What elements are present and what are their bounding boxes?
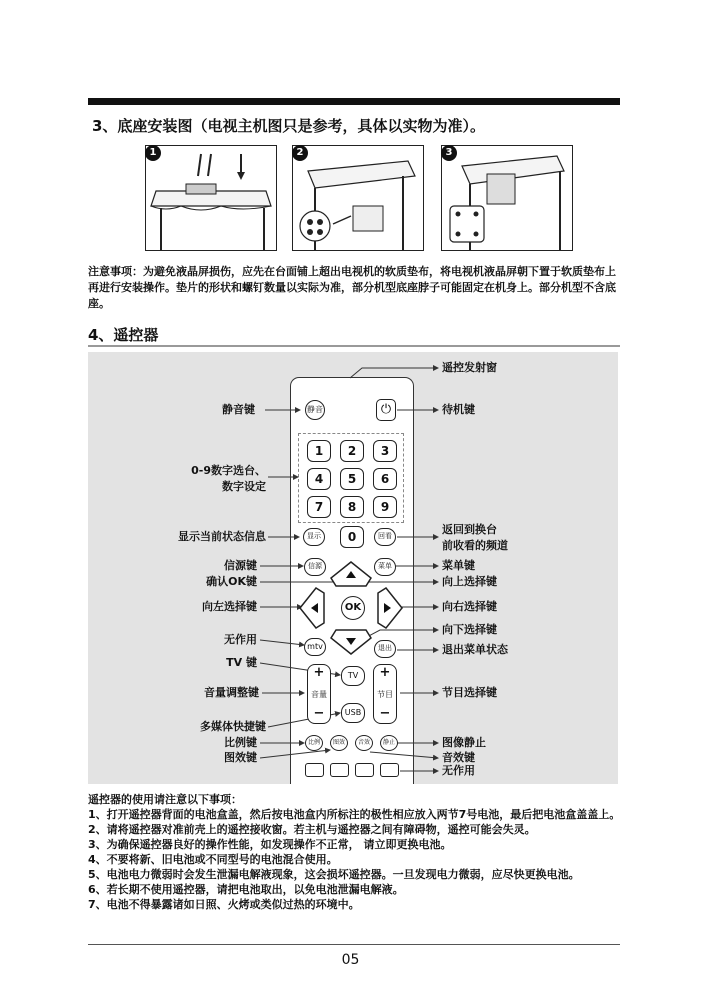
label-standby: 待机键: [442, 403, 475, 416]
power-icon[interactable]: ⏻: [376, 399, 396, 421]
volume-up-label: +: [313, 665, 325, 680]
install-note: 注意事项：为避免液晶屏损伤，应先在台面铺上超出电视机的软质垫布，将电视机液晶屏朝下置于软质垫布上再进行安装操作。垫片的形状和螺钉数量以实际为准，部分机型底座脖子可能固定在机身上。部分机型不含底座。: [88, 265, 616, 310]
label-volume: 音量调整键: [204, 686, 259, 699]
rule-item: 5、电池电力微弱时会发生泄漏电解液现象，这会损坏遥控器。一旦发现电力微弱，应尽快更换电池。: [88, 868, 580, 881]
usb-button[interactable]: USB: [341, 703, 365, 723]
label-unused-2: 无作用: [442, 764, 475, 777]
recall-button[interactable]: 回看: [374, 528, 396, 546]
ok-button[interactable]: OK: [341, 596, 365, 620]
digit-4-button[interactable]: 4: [307, 468, 331, 490]
rule-item: 4、不要将新、旧电池或不同型号的电池混合使用。: [88, 853, 338, 866]
label-menu: 菜单键: [442, 559, 475, 572]
label-source: 信源键: [224, 559, 257, 572]
mute-button[interactable]: 静音: [305, 400, 325, 420]
volume-rocker[interactable]: [307, 664, 331, 724]
channel-rocker[interactable]: [373, 664, 397, 724]
digit-1-button[interactable]: 1: [307, 440, 331, 462]
label-unused: 无作用: [224, 633, 257, 646]
digit-3-button[interactable]: 3: [373, 440, 397, 462]
label-ratio: 比例键: [224, 736, 257, 749]
remote-usage-notes: [88, 792, 628, 912]
exit-button[interactable]: 退出: [374, 640, 396, 658]
digit-6-button[interactable]: 6: [373, 468, 397, 490]
label-usb: 多媒体快捷键: [200, 720, 266, 733]
figure-number-2: 2: [292, 145, 308, 161]
ratio-button[interactable]: 比例: [305, 735, 323, 751]
rule-item: 1、打开遥控器背面的电池盒盖，然后按电池盒内所标注的极性相应放入两节7号电池，最后把电池盒盖盖上。: [88, 808, 621, 821]
label-exit: 退出菜单状态: [442, 643, 508, 656]
digit-8-button[interactable]: 8: [340, 496, 364, 518]
label-recall: 返回到换台 前收看的频道: [442, 523, 508, 552]
volume-down-label: −: [313, 706, 325, 721]
label-left: 向左选择键: [202, 600, 257, 613]
info-button[interactable]: 显示: [303, 528, 325, 546]
label-right: 向右选择键: [442, 600, 497, 613]
label-info: 显示当前状态信息: [178, 530, 266, 543]
label-mute: 静音键: [222, 403, 255, 416]
picture-button[interactable]: 图效: [330, 735, 348, 751]
digit-5-button[interactable]: 5: [340, 468, 364, 490]
tv-button[interactable]: TV: [341, 666, 365, 686]
page-number: 05: [341, 952, 360, 968]
label-digits: 0-9数字选台、 数字设定: [191, 464, 266, 493]
color-key-1[interactable]: [305, 763, 324, 777]
digit-9-button[interactable]: 9: [373, 496, 397, 518]
mtv-button[interactable]: mtv: [304, 638, 326, 656]
menu-button[interactable]: 菜单: [374, 558, 396, 576]
digit-0-button[interactable]: 0: [340, 526, 364, 548]
rule-item: 7、电池不得暴露诸如日照、火烤或类似过热的环境中。: [88, 898, 360, 911]
label-emitter: 遥控发射窗: [442, 361, 497, 374]
figure-number-1: 1: [145, 145, 161, 161]
figure-number-3: 3: [441, 145, 457, 161]
color-key-3[interactable]: [355, 763, 374, 777]
rule-item: 2、请将遥控器对准前壳上的遥控接收窗。若主机与遥控器之间有障碍物，遥控可能会失灵。: [88, 823, 536, 836]
section4-title: 4、遥控器: [88, 326, 159, 344]
label-tv: TV 键: [226, 656, 257, 669]
color-key-2[interactable]: [330, 763, 349, 777]
source-button[interactable]: 信源: [304, 558, 326, 576]
label-down: 向下选择键: [442, 623, 497, 636]
channel-label: 节目: [377, 690, 393, 699]
label-up: 向上选择键: [442, 575, 497, 588]
digit-7-button[interactable]: 7: [307, 496, 331, 518]
label-picture: 图效键: [224, 751, 257, 764]
section3-title: 3、底座安装图（电视主机图只是参考，具体以实物为准）。: [92, 117, 485, 135]
rule-item: 6、若长期不使用遥控器，请把电池取出，以免电池泄漏电解液。: [88, 883, 404, 896]
bottom-rule: [88, 944, 620, 945]
sound-button[interactable]: 音效: [355, 735, 373, 751]
label-channel: 节目选择键: [442, 686, 497, 699]
digit-2-button[interactable]: 2: [340, 440, 364, 462]
label-sound: 音效键: [442, 751, 475, 764]
label-ok: 确认OK键: [206, 575, 257, 588]
freeze-button[interactable]: 静止: [380, 735, 398, 751]
channel-down-label: −: [379, 706, 391, 721]
rule-item: 3、为确保遥控器良好的操作性能，如发现操作不正常， 请立即更换电池。: [88, 838, 452, 851]
volume-label: 音量: [311, 690, 327, 699]
channel-up-label: +: [379, 665, 391, 680]
label-freeze: 图像静止: [442, 736, 486, 749]
rules-title: 遥控器的使用请注意以下事项：: [88, 793, 242, 806]
color-key-4[interactable]: [380, 763, 399, 777]
